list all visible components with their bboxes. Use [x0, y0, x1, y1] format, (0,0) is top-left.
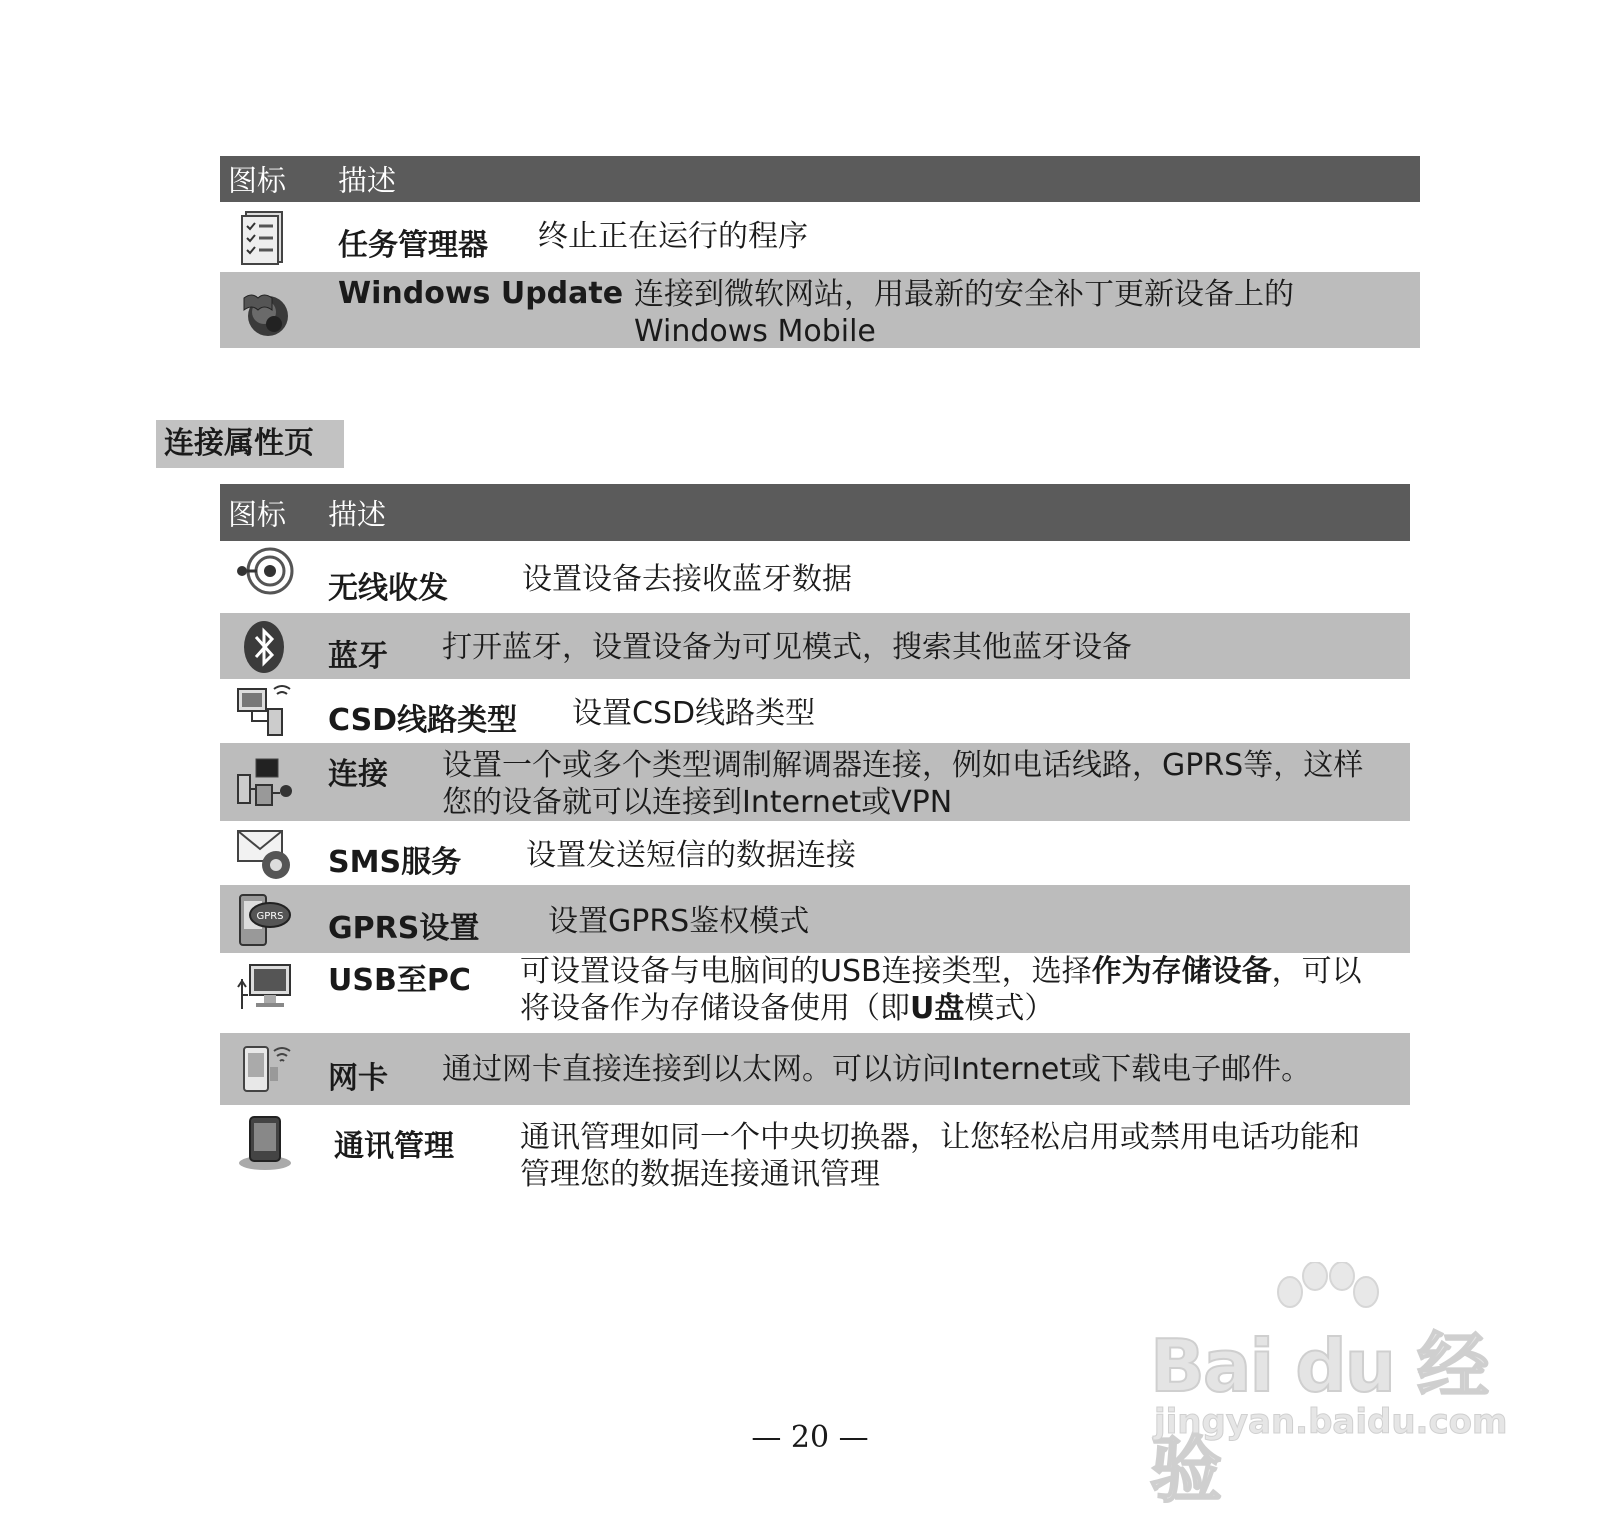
- table-row: [220, 202, 1420, 272]
- header-icon-label: 图标: [228, 497, 287, 531]
- row-name: 连接: [328, 757, 388, 792]
- row-desc: 通讯管理如同一个中央切换器，让您轻松启用或禁用电话功能和管理您的数据连接通讯管理: [520, 1120, 1360, 1192]
- desc-emphasis: U盘: [910, 991, 965, 1026]
- desc-text: 可设置设备与电脑间的USB连接类型，选择: [520, 954, 1092, 989]
- row-desc: 连接到微软网站，用最新的安全补丁更新设备上的 Windows Mobile: [634, 277, 1294, 349]
- row-name: 任务管理器: [338, 228, 488, 263]
- table-row: [220, 272, 1420, 348]
- windows-update-icon: [234, 280, 296, 342]
- bluetooth-icon: [234, 615, 296, 677]
- row-desc: 设置发送短信的数据连接: [526, 838, 856, 873]
- table-row: [220, 1105, 1410, 1205]
- connection-settings-table: [220, 484, 1410, 1205]
- desc-text: ，可以将设备作为存储设备使用（即: [520, 954, 1362, 1026]
- table-row: [220, 953, 1410, 1033]
- watermark: [1150, 1262, 1530, 1512]
- header-desc-label: 描述: [328, 497, 387, 531]
- desc-text: 模式）: [964, 991, 1055, 1026]
- usb-to-pc-icon: [234, 959, 296, 1021]
- row-name: Windows Update: [338, 276, 624, 311]
- comm-manager-icon: [234, 1111, 296, 1173]
- table-row: [220, 613, 1410, 679]
- table-row: [220, 679, 1410, 743]
- desc-emphasis: 作为存储设备: [1091, 954, 1272, 989]
- task-manager-icon: [234, 206, 296, 268]
- table-header: [220, 484, 1410, 541]
- row-name: USB至PC: [328, 963, 471, 998]
- header-desc-label: 描述: [338, 163, 397, 198]
- watermark-url: jingyan.baidu.com: [1154, 1402, 1508, 1442]
- row-name: 无线收发: [328, 571, 448, 606]
- svg-text:GPRS: GPRS: [256, 911, 284, 922]
- row-name: SMS服务: [328, 845, 462, 880]
- table-row: [220, 541, 1410, 613]
- row-desc: 设置CSD线路类型: [572, 696, 816, 731]
- row-name: 通讯管理: [334, 1129, 454, 1164]
- row-desc: 打开蓝牙，设置设备为可见模式，搜索其他蓝牙设备: [442, 630, 1132, 665]
- row-name: GPRS设置: [328, 911, 480, 946]
- table-header: [220, 156, 1420, 202]
- network-card-icon: [234, 1037, 296, 1099]
- page-number: — 20 —: [751, 1420, 869, 1455]
- row-name: CSD线路类型: [328, 703, 518, 738]
- beam-icon: [234, 543, 296, 605]
- row-name: 蓝牙: [328, 639, 388, 674]
- watermark-logo: Bai du 经验: [1150, 1324, 1488, 1512]
- table-row: [220, 885, 1410, 953]
- table-row: [220, 821, 1410, 885]
- row-desc: [520, 953, 1380, 1027]
- gprs-icon: [234, 889, 296, 951]
- csd-line-icon: [234, 679, 296, 741]
- table-row: [220, 743, 1410, 821]
- row-desc: 终止正在运行的程序: [538, 219, 808, 254]
- table-row: [220, 1033, 1410, 1105]
- section-title: 连接属性页: [156, 420, 344, 468]
- header-icon-label: 图标: [228, 163, 287, 198]
- row-desc: 设置设备去接收蓝牙数据: [522, 562, 852, 597]
- sms-settings-icon: [234, 823, 296, 885]
- system-settings-table: [220, 156, 1420, 348]
- row-name: 网卡: [328, 1061, 388, 1096]
- row-desc: 通过网卡直接连接到以太网。可以访问Internet或下载电子邮件。: [442, 1052, 1312, 1087]
- row-desc: 设置一个或多个类型调制解调器连接，例如电话线路，GPRS等，这样您的设备就可以连接到Internet或VPN: [442, 748, 1364, 820]
- row-desc: 设置GPRS鉴权模式: [548, 904, 810, 939]
- connections-icon: [234, 753, 296, 815]
